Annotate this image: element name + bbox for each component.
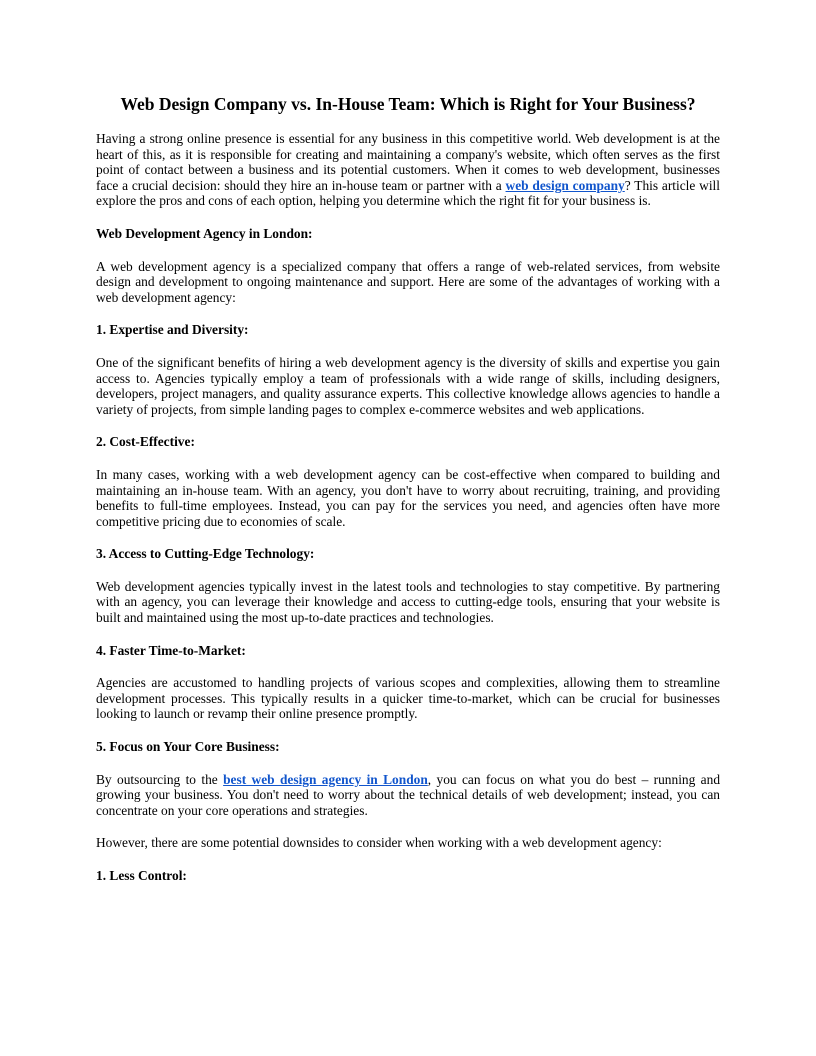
advantage-4-body: Agencies are accustomed to handling projects of various scopes and complexities, allowing them to streamline development processes. This typically results in a quicker time-to-market, which can be crucial for businesses looking to launch or revamp their online presence promptly. <box>96 675 720 722</box>
best-web-design-agency-link[interactable]: best web design agency in London <box>223 771 428 787</box>
downside-1-heading: 1. Less Control: <box>96 868 187 883</box>
agency-heading: Web Development Agency in London: <box>96 225 313 241</box>
intro-text-after-link: ? This article will explore the pros and cons of each option, helping you determine which the right fit for your business is. <box>96 177 720 209</box>
web-design-company-link[interactable]: web design company <box>505 177 625 193</box>
advantage-2-body: In many cases, working with a web development agency can be cost-effective when compared to building and maintaining an in-house team. With an agency, you don't have to worry about recruiting, training, and providing benefits to full-time employees. Instead, you can pay for the services you need, and agencies often have more competitive pricing due to economies of scale. <box>96 466 720 529</box>
advantage-1-heading: 1. Expertise and Diversity: <box>96 322 249 338</box>
downsides-intro-paragraph: However, there are some potential downsides to consider when working with a web development agency: <box>96 835 662 851</box>
advantage-5-heading: 5. Focus on Your Core Business: <box>96 739 280 755</box>
intro-paragraph <box>96 131 720 209</box>
advantage-3-heading: 3. Access to Cutting-Edge Technology: <box>96 546 315 562</box>
intro-text-before-link: Having a strong online presence is essential for any business in this competitive world. Web development is at the heart of this, as it is responsible for creating and maintaining a company's website, which often serves as the first point of contact between a business and its potential customers. When it comes to web development, businesses face a crucial decision: should they hire an in-house team or partner with a <box>96 131 720 193</box>
agency-intro-paragraph: A web development agency is a specialized company that offers a range of web-related services, from website design and development to ongoing maintenance and support. Here are some of the advantages of working with a web development agency: <box>96 258 720 305</box>
advantage-4-heading: 4. Faster Time-to-Market: <box>96 642 246 658</box>
document-page <box>96 94 720 901</box>
advantage-3-body: Web development agencies typically invest in the latest tools and technologies to stay competitive. By partnering with an agency, you can leverage their knowledge and access to cutting-edge tools, ensuring that your website is built and maintained using the most up-to-date practices and technologies. <box>96 578 720 626</box>
advantage-1-body: One of the significant benefits of hiring a web development agency is the diversity of skills and expertise you gain access to. Agencies typically employ a team of professionals with a wide range of skills, including designers, developers, project managers, and quality assurance experts. This collective knowledge allows agencies to handle a variety of projects, from simple landing pages to complex e-commerce websites and web applications. <box>96 354 720 417</box>
advantage-5-body <box>96 772 720 819</box>
document-title: Web Design Company vs. In-House Team: Which is Right for Your Business? <box>120 94 696 114</box>
advantage-5-text-before-link: By outsourcing to the <box>96 771 224 787</box>
advantage-2-heading: 2. Cost-Effective: <box>96 434 195 450</box>
advantage-5-text-after-link: , you can focus on what you do best – running and growing your business. You don't need to worry about the technical details of web development; instead, you can concentrate on your core operations and strategies. <box>96 771 721 818</box>
